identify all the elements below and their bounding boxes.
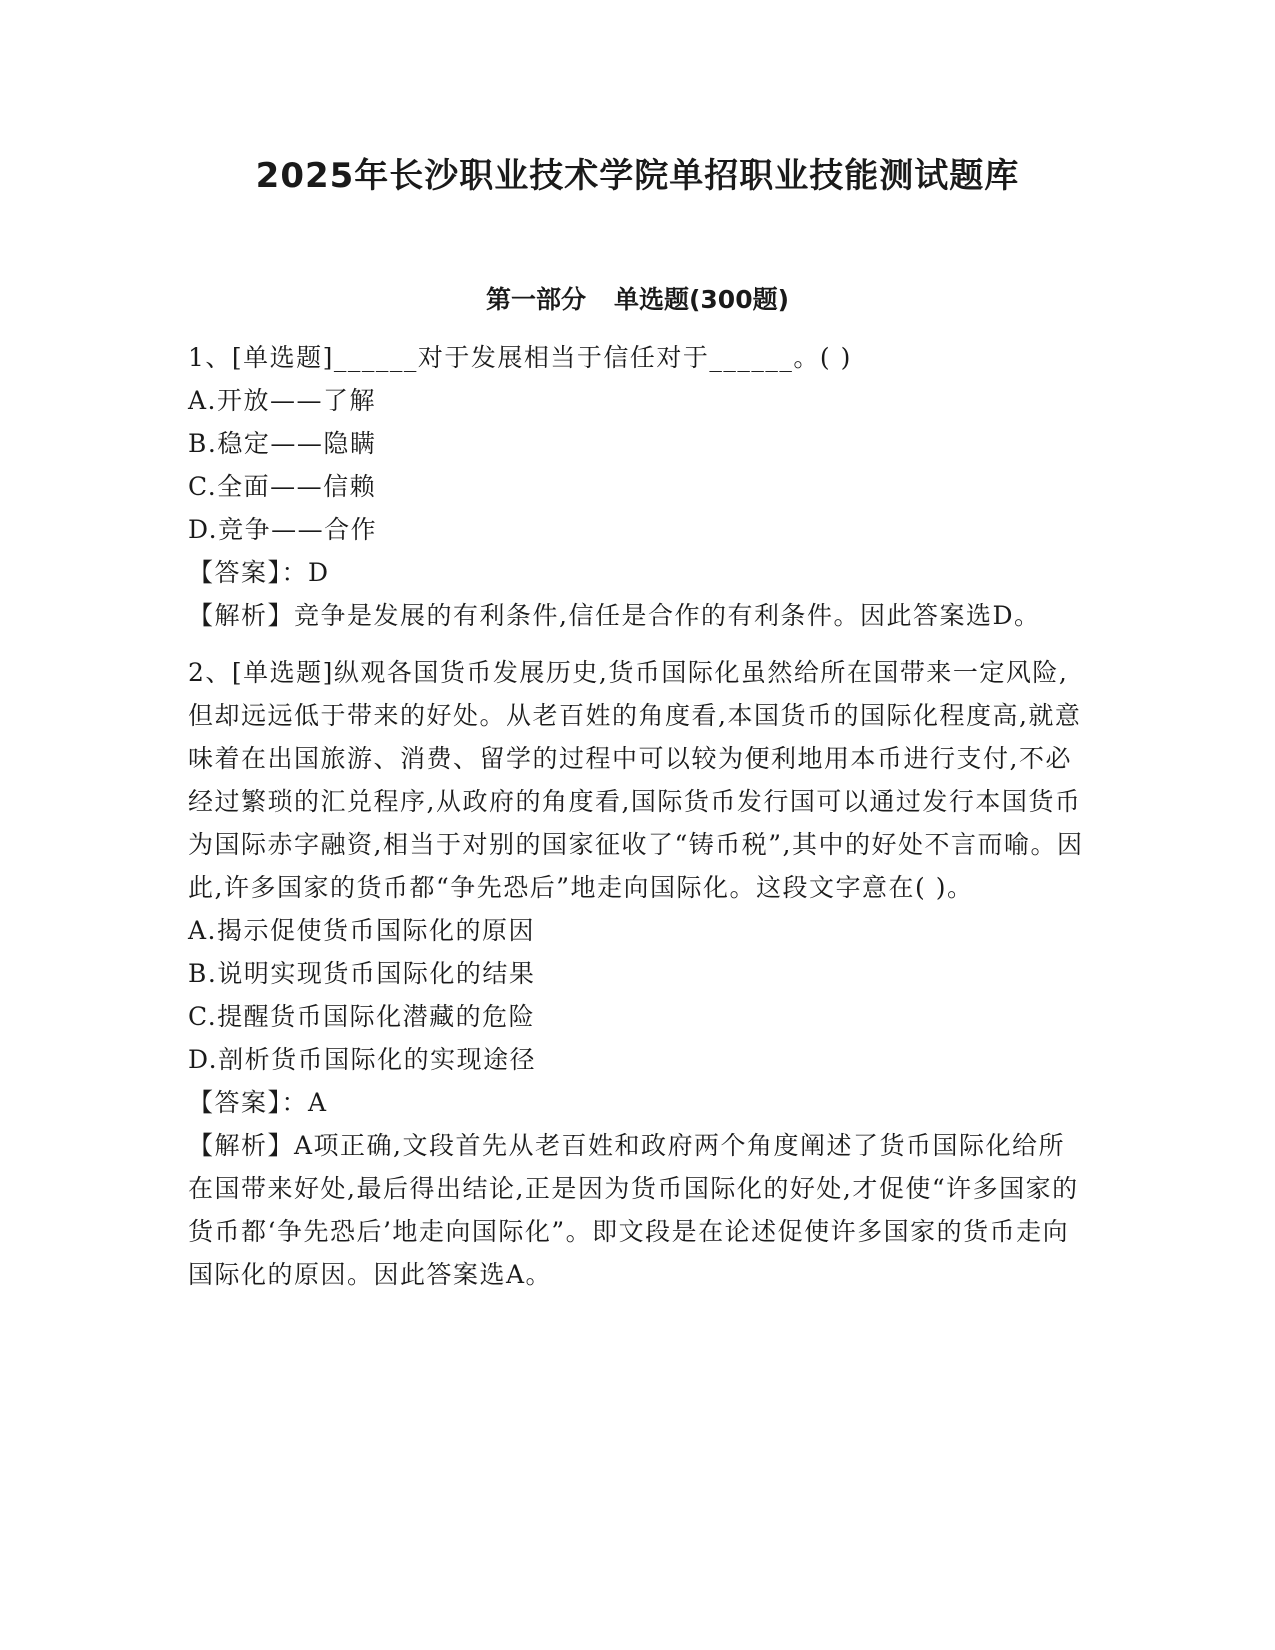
answer: 【答案】：A <box>188 1088 328 1117</box>
option-b: B.说明实现货币国际化的结果 <box>188 959 536 988</box>
section-part: 第一部分 <box>485 285 586 314</box>
document-title: 2025年长沙职业技术学院单招职业技能测试题库 <box>255 156 1020 196</box>
question-stem: 2、[单选题]纵观各国货币发展历史,货币国际化虽然给所在国带来一定风险,但却远远低于带来的好处。从老百姓的角度看,本国货币的国际化程度高,就意味着在出国旅游、消费、留学的过程中可以较为便利地用本币进行支付,不必经过繁琐的汇兑程序,从政府的角度看,国际货币发行国可以通过发行本国货币为国际赤字融资,相当于对别的国家征收了“铸币税”,其中的好处不言而喻。因此,许多国家的货币都“争先恐后”地走向国际化。这段文字意在( )。 <box>188 658 1084 902</box>
option-a: A.揭示促使货币国际化的原因 <box>188 916 536 945</box>
section-name: 单选题(300题) <box>613 285 790 314</box>
option-d: D.剖析货币国际化的实现途径 <box>188 1045 537 1074</box>
option-c: C.提醒货币国际化潜藏的危险 <box>188 1002 536 1031</box>
option-b: B.稳定——隐瞒 <box>188 429 377 458</box>
option-a: A.开放——了解 <box>188 386 377 415</box>
question-list <box>188 336 1088 1296</box>
option-c: C.全面——信赖 <box>188 472 377 501</box>
option-d: D.竞争——合作 <box>188 515 378 544</box>
question-stem: 1、[单选题]______对于发展相当于信任对于______。( ) <box>188 343 852 372</box>
analysis: 【解析】A项正确,文段首先从老百姓和政府两个角度阐述了货币国际化给所在国带来好处,最后得出结论,正是因为货币国际化的好处,才促使“许多国家的货币都‘争先恐后’地走向国际化”。即文段是在论述促使许多国家的货币走向国际化的原因。因此答案选A。 <box>188 1131 1079 1289</box>
question-item <box>188 336 1088 637</box>
section-heading <box>0 280 1275 316</box>
analysis: 【解析】竞争是发展的有利条件,信任是合作的有利条件。因此答案选D。 <box>188 601 1041 630</box>
question-item <box>188 651 1088 1296</box>
answer: 【答案】：D <box>188 558 330 587</box>
